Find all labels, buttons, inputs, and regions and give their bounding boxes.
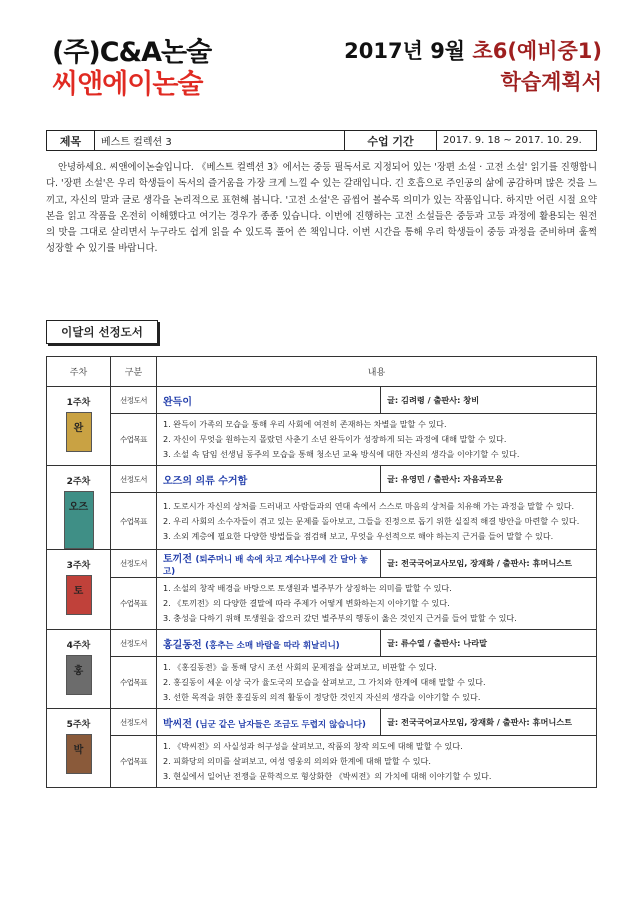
logo-text-main: (주)C&A논술	[52, 37, 212, 68]
week-label: 4주차	[66, 641, 91, 651]
week-label: 3주차	[66, 561, 91, 571]
book-title: 박씨전	[163, 718, 192, 730]
goal-item: 2. 《토끼전》의 다양한 결말에 따라 주제가 어떻게 변화하는지 이야기할 수 있다.	[163, 598, 450, 608]
book-title-cell	[157, 387, 381, 414]
week-label: 1주차	[66, 398, 91, 408]
kind-goal: 수업목표	[111, 578, 157, 630]
book-author: 글: 전국국어교사모임, 장재화 / 출판사: 휴머니스트	[381, 709, 597, 736]
week-cell	[47, 709, 111, 788]
cover-glyph: 완	[73, 423, 84, 434]
book-subtitle: (퇴주머니 배 속에 차고 계수나무에 간 달아 놓고)	[163, 555, 368, 577]
goal-item: 3. 소설 속 담임 선생님 동주의 모습을 통해 청소년 교육 방식에 대한 자신의 생각을 이야기할 수 있다.	[163, 449, 520, 459]
section-title: 이달의 선정도서	[46, 320, 158, 344]
goal-item: 2. 홍길동이 세운 이상 국가 율도국의 모습을 살펴보고, 그 가치와 한계에 대해 말할 수 있다.	[163, 677, 486, 687]
header-content: 내용	[157, 357, 597, 387]
book-author: 글: 김려령 / 출판사: 창비	[381, 387, 597, 414]
goal-item: 2. 우리 사회의 소수자들이 겪고 있는 문제를 돌아보고, 그들을 진정으로 돕기 위한 실질적 해결 방안을 마련할 수 있다.	[163, 515, 580, 526]
title-line-1	[344, 36, 602, 66]
header-week: 주차	[47, 357, 111, 387]
book-subtitle: (님군 같은 남자들은 조금도 두렵지 않습니다)	[195, 719, 366, 730]
subject-title-label: 제목	[47, 131, 95, 150]
kind-book: 선정도서	[111, 550, 157, 578]
week-cell	[47, 630, 111, 709]
kind-goal: 수업목표	[111, 736, 157, 788]
book-author: 글: 유영민 / 출판사: 자음과모음	[381, 466, 597, 493]
title-line-2: 학습계획서	[500, 70, 602, 94]
subject-bar	[46, 130, 597, 151]
book-cover-image	[66, 734, 92, 774]
book-author: 글: 류수열 / 출판사: 나라말	[381, 630, 597, 657]
title-grade: 초6(예비중1)	[472, 39, 602, 63]
goal-item: 1. 소설의 창작 배경을 바탕으로 토생원과 별주부가 상징하는 의미를 말할 수 있다.	[163, 583, 452, 593]
book-title-cell	[157, 550, 381, 578]
book-cover-image	[66, 655, 92, 695]
table-row	[47, 550, 597, 578]
goal-item: 1. 《홍길동전》을 통해 당시 조선 사회의 문제점을 살펴보고, 비판할 수 있다.	[163, 662, 437, 672]
book-title-cell	[157, 466, 381, 493]
goal-item: 2. 피화당의 의미를 살펴보고, 여성 영웅의 의의와 한계에 대해 말할 수 있다.	[163, 756, 431, 766]
goals-cell	[157, 578, 597, 630]
week-cell	[47, 466, 111, 550]
goal-item: 3. 소외 계층에 필요한 다양한 방법들을 점검해 보고, 무엇을 우선적으로 해야 하는지 근거를 들어 말할 수 있다.	[163, 530, 554, 541]
week-cell	[47, 387, 111, 466]
kind-book: 선정도서	[111, 466, 157, 493]
week-label: 2주차	[66, 477, 91, 487]
book-subtitle: (홍추는 소매 바람을 따라 휘날리니)	[205, 640, 340, 651]
book-title-cell	[157, 709, 381, 736]
kind-book: 선정도서	[111, 387, 157, 414]
goal-item: 1. 《박씨전》의 사실성과 허구성을 살펴보고, 작품의 창작 의도에 대해 말할 수 있다.	[163, 741, 463, 751]
title-date: 2017년 9월	[344, 39, 473, 63]
kind-goal: 수업목표	[111, 657, 157, 709]
table-header-row	[47, 357, 597, 387]
book-title-cell	[157, 630, 381, 657]
goals-cell	[157, 657, 597, 709]
table-row	[47, 736, 597, 788]
goal-item: 3. 현실에서 일어난 전쟁을 문학적으로 형상화한 《박씨전》의 가치에 대해 이야기할 수 있다.	[163, 771, 492, 781]
intro-paragraph: 안녕하세요. 씨앤에이논술입니다. 《베스트 컬렉션 3》에서는 중등 필독서로 지정되어 있는 '장편 소설 · 고전 소설' 읽기를 진행합니다. '장편 소설'은 우리 학생들이 독서의 즐거움을 가장 크게 느낄 수 있는 갈래입니다. 긴 호흡으로 주인공의 삶에 공감하며 많은 것을 느끼고, 자신의 말과 글로 생각을 논리적으로 표현해 봅니다. '고전 소설'은 곱씹어 볼수록 의미가 있는 작품입니다. 하지만 어린 시절 요약본을 읽고 작품을 온전히 이해했다고 여기는 경우가 종종 있습니다. 이번에 진행하는 고전 소설들은 중등과 고등 과정에 활용되는 원전의 맛을 그대로 살리면서 누구라도 쉽게 읽을 수 있도록 풀어 쓴 책입니다. 이번 시간을 통해 우리 학생들이 중등 과정을 준비하며 훌쩍 성장할 수 있기를 바랍니다.	[46, 162, 597, 255]
cover-glyph: 오즈	[68, 502, 89, 513]
goals-cell	[157, 736, 597, 788]
cover-glyph: 박	[73, 745, 84, 756]
table-row	[47, 578, 597, 630]
table-row	[47, 657, 597, 709]
goal-item: 3. 선한 목적을 위한 홍길동의 의적 활동이 정당한 것인지 자신의 생각을 이야기할 수 있다.	[163, 692, 481, 702]
table-row	[47, 414, 597, 466]
book-title: 오즈의 의류 수거함	[163, 475, 248, 487]
header-kind: 구분	[111, 357, 157, 387]
book-author: 글: 전국국어교사모임, 장재화 / 출판사: 휴머니스트	[381, 550, 597, 578]
goal-item: 1. 도로시가 자신의 상처를 드러내고 사람들과의 연대 속에서 스스로 마음의 상처를 치유해 가는 과정을 말할 수 있다.	[163, 500, 575, 511]
goal-item: 1. 완득이 가족의 모습을 통해 우리 사회에 여전히 존재하는 차별을 말할 수 있다.	[163, 419, 447, 429]
book-cover-image	[64, 491, 94, 549]
book-title: 완득이	[163, 396, 192, 408]
kind-book: 선정도서	[111, 630, 157, 657]
reading-plan-table	[46, 356, 597, 788]
table-row	[47, 709, 597, 736]
kind-book: 선정도서	[111, 709, 157, 736]
subject-period-label: 수업 기간	[345, 131, 437, 150]
book-cover-image	[66, 412, 92, 452]
goal-item: 2. 자신이 무엇을 원하는지 몰랐던 사춘기 소년 완득이가 성장하게 되는 과정에 대해 말할 수 있다.	[163, 434, 507, 444]
cover-glyph: 토	[73, 586, 84, 597]
goals-cell	[157, 414, 597, 466]
table-row	[47, 387, 597, 414]
subject-title-value: 베스트 컬렉션 3	[95, 131, 345, 150]
week-label: 5주차	[66, 720, 91, 730]
logo-text-korean: 씨앤에이논술	[52, 69, 203, 100]
document-title	[344, 36, 602, 98]
cover-glyph: 홍	[73, 666, 84, 677]
subject-period-value: 2017. 9. 18 ~ 2017. 10. 29.	[443, 135, 582, 146]
company-logo	[52, 38, 232, 102]
table-row	[47, 493, 597, 550]
goal-item: 3. 충성을 다하기 위해 토생원을 잡으러 갔던 별주부의 행동이 옳은 것인지 근거를 들어 말할 수 있다.	[163, 613, 517, 623]
book-title: 홍길동전	[163, 639, 202, 651]
book-title: 토끼전	[163, 554, 192, 565]
table-row	[47, 630, 597, 657]
week-cell	[47, 550, 111, 630]
kind-goal: 수업목표	[111, 493, 157, 550]
table-row	[47, 466, 597, 493]
book-cover-image	[66, 575, 92, 615]
kind-goal: 수업목표	[111, 414, 157, 466]
goals-cell	[157, 493, 597, 550]
